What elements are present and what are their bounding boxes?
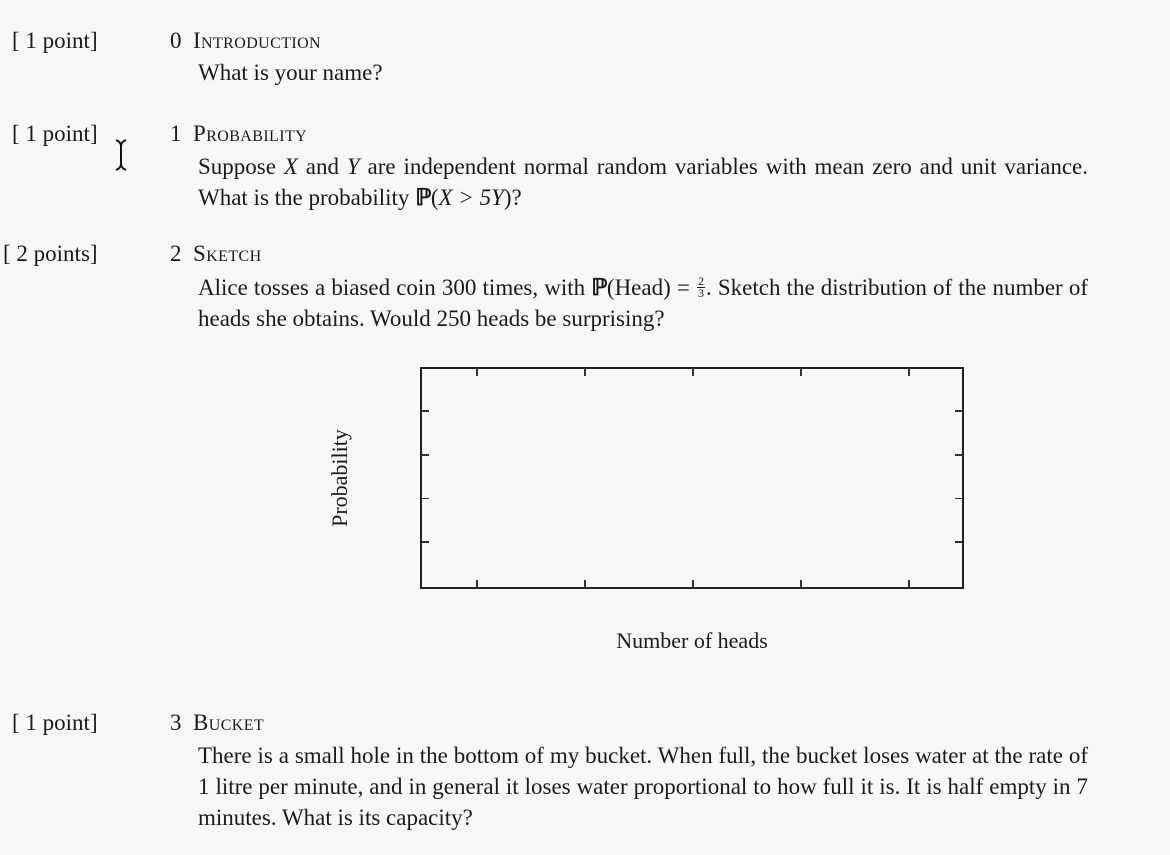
x-tick-top (692, 369, 694, 376)
sketch-plot-area[interactable] (420, 367, 964, 589)
q1-paren: ) (503, 185, 512, 210)
y-tick-right (955, 498, 962, 500)
q2-fraction-numerator: 2 (697, 274, 704, 289)
q1-points: [ 1 point] (12, 121, 98, 146)
q0-text: What is your name? (198, 60, 383, 85)
q1-paren: ( (430, 185, 439, 210)
y-tick-left (422, 454, 429, 456)
q3-title: Bucket (193, 710, 265, 735)
y-tick-right (955, 541, 962, 543)
x-tick-bottom (800, 580, 802, 587)
q2-points: [ 2 points] (3, 241, 98, 266)
q2-event: (Head) = (606, 275, 696, 300)
x-tick-bottom (692, 580, 694, 587)
q0-title: Introduction (193, 28, 322, 53)
q0-heading (170, 27, 321, 55)
x-tick-top (800, 369, 802, 376)
y-tick-left (422, 410, 429, 412)
q2-fraction-denominator: 3 (697, 286, 704, 301)
q3-heading (170, 709, 264, 737)
q1-text (198, 151, 1088, 213)
y-tick-right (955, 410, 962, 412)
y-tick-left (422, 541, 429, 543)
q1-title: Probability (193, 121, 308, 146)
q2-fraction (697, 276, 705, 299)
x-tick-top (476, 369, 478, 376)
x-tick-top (584, 369, 586, 376)
sketch-y-axis-label: Probability (327, 429, 352, 527)
q1-text-part: and (297, 154, 347, 179)
x-tick-bottom (908, 580, 910, 587)
q2-title: Sketch (193, 241, 262, 266)
q1-text-part: are independent normal random variables with mean zero and unit variance. What is the probability (198, 154, 1088, 210)
q0-number: 0 (170, 28, 182, 53)
q3-points: [ 1 point] (12, 710, 98, 735)
x-tick-top (908, 369, 910, 376)
q2-heading (170, 240, 262, 268)
q1-var-x: X (283, 154, 298, 179)
x-tick-bottom (476, 580, 478, 587)
q0-points: [ 1 point] (12, 28, 98, 53)
q2-number: 2 (170, 241, 182, 266)
sketch-x-axis-label: Number of heads (616, 628, 768, 653)
text-cursor-icon (114, 138, 128, 172)
q2-text-part: Alice tosses a biased coin 300 times, with (198, 275, 592, 300)
q1-number: 1 (170, 121, 182, 146)
q2-text-part: . Sketch the distribution of the number of heads she obtains. Would 250 heads be surprising? (198, 275, 1088, 331)
q3-text: There is a small hole in the bottom of my bucket. When full, the bucket loses water at the rate of 1 litre per minute, and in general it loses water proportional to how full it is. It is half empty in 7 minutes. What is its capacity? (198, 743, 1088, 830)
y-tick-left (422, 498, 429, 500)
y-tick-right (955, 454, 962, 456)
q1-prob-symbol: ℙ (415, 185, 431, 210)
q3-number: 3 (170, 710, 182, 735)
q1-expression: X > 5Y (438, 185, 504, 210)
q1-text-part: Suppose (198, 154, 284, 179)
q1-var-y: Y (346, 154, 360, 179)
q2-prob-symbol: ℙ (591, 275, 607, 300)
q2-text (198, 272, 1088, 334)
q1-text-part: ? (511, 185, 522, 210)
x-tick-bottom (584, 580, 586, 587)
q1-heading (170, 120, 307, 148)
